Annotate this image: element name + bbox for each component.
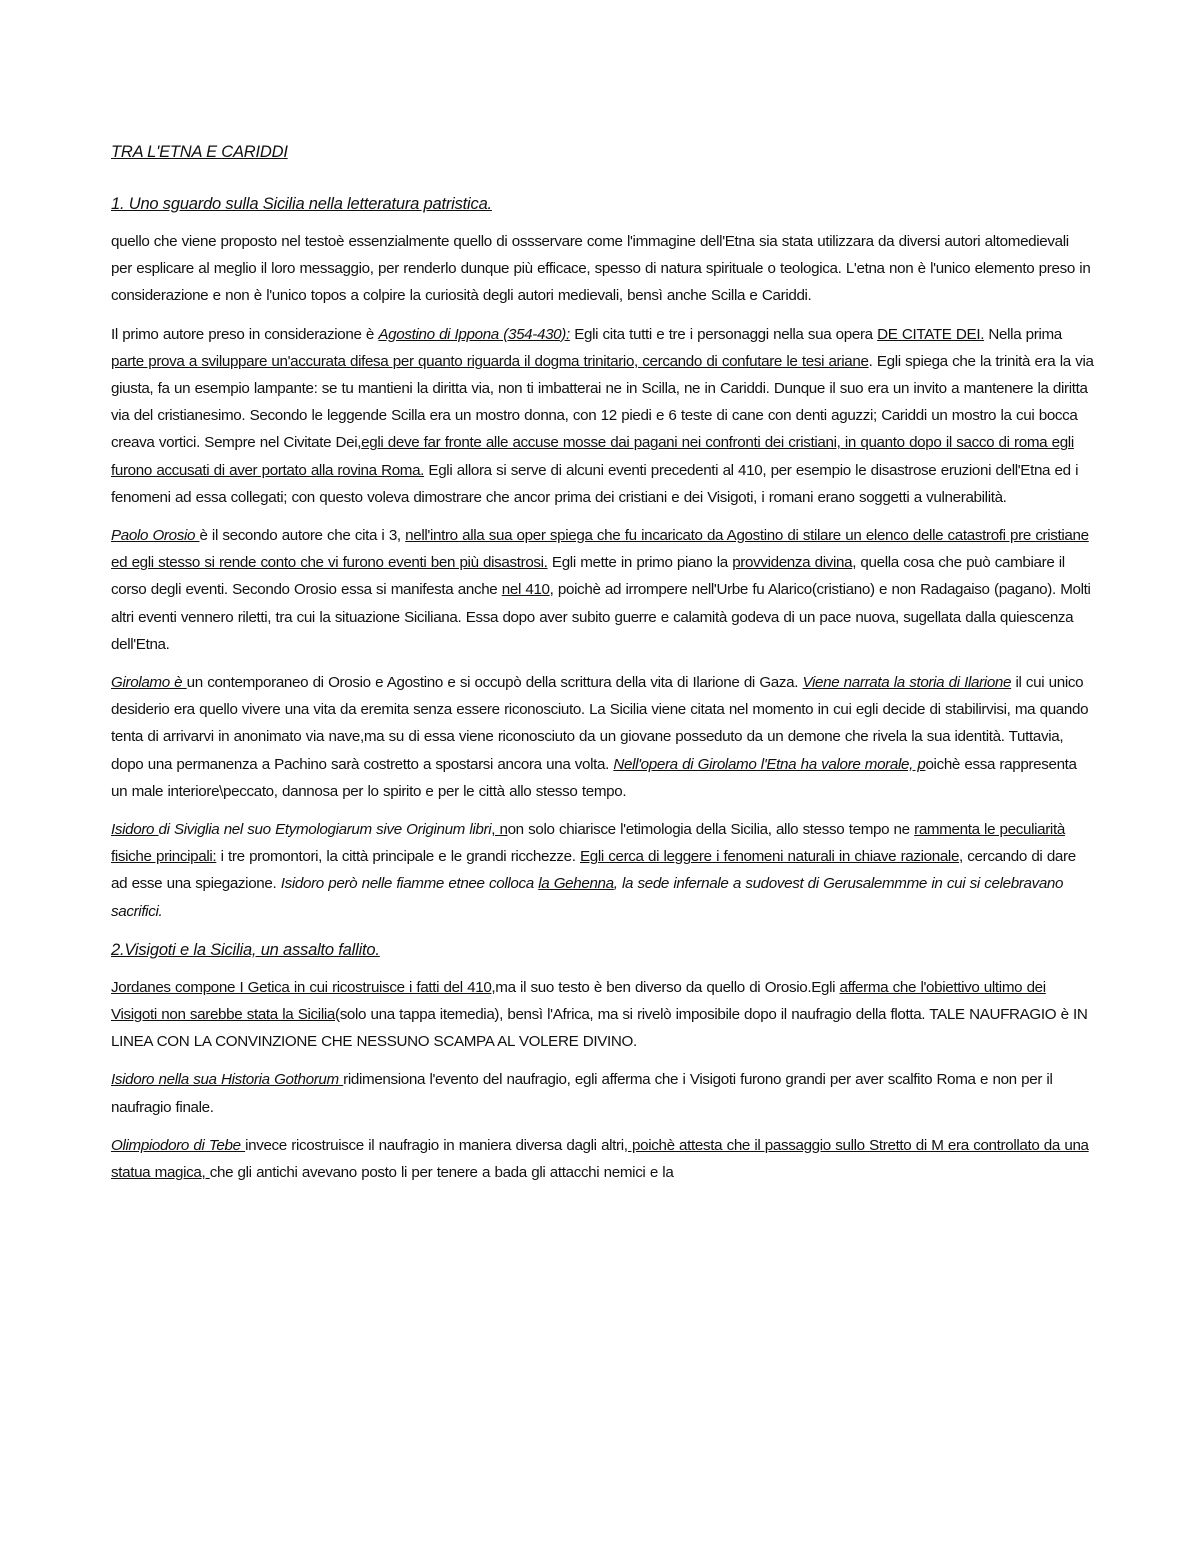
italic-text: Isidoro però nelle fiamme etnee colloca xyxy=(280,875,539,893)
text-run: ridimensiona l'evento del naufragio, egli afferma che i Visigoti furono grandi per aver scalfito Roma e non per il naufragio finale. xyxy=(111,1071,1053,1116)
underlined-text: afferma che l'obiettivo ultimo dei Visigoti non sarebbe stata la Sicilia xyxy=(111,978,1046,1024)
text-run: Egli cita tutti e tre i personaggi nella sua opera xyxy=(569,325,878,343)
text-run: (solo una tappa itemedia), bensì l'Africa, ma si rivelò imposibile dopo il naufragio della flotta. TALE NAUFRAGIO è IN LINEA CON LA CONVINZIONE CHE NESSUNO SCAMPA AL VOLERE DIVINO. xyxy=(111,1006,1088,1051)
work-title-de-civitate-dei: DE CITATE DEI. xyxy=(877,325,985,343)
text-run: , poichè ad irrompere nell'Urbe fu Alarico(cristiano) e non Radagaiso (pagano). Molti altri eventi vennero riletti, tra cui la situazione Siciliana. Essa dopo aver subito guerre e calamità godeva di un pace nuova, sugellata dalla quiescenza dell'Etna. xyxy=(111,581,1091,653)
author-agostino: Agostino di Ippona (354-430): xyxy=(378,325,570,343)
paragraph-olimpiodoro xyxy=(111,1132,1094,1186)
italic-text: di Siviglia nel suo Etymologiarum sive Originum libri xyxy=(158,821,492,839)
author-girolamo: Girolamo è xyxy=(111,674,187,692)
underlined-text: parte prova a sviluppare un'accurata difesa per quanto riguarda il dogma trinitario, cercando di confutare le tesi ariane xyxy=(111,352,869,370)
text-run: Egli mette in primo piano la xyxy=(547,554,733,572)
text-run: oichè essa rappresenta un male interiore\peccato, dannosa per lo spirito e per le città allo stesso tempo. xyxy=(111,755,1077,800)
italic-underlined-text: la Gehenna xyxy=(538,875,614,893)
paragraph-intro: quello che viene proposto nel testoè essenzialmente quello di ossservare come l'immagine dell'Etna sia stata utilizzara da diversi autori altomedievali per esplicare al meglio il loro messaggio, per renderlo dunque più efficace, spesso di natura spirituale o teologica. L'etna non è l'unico elemento preso in considerazione e non è l'unico topos a colpire la curiosità degli autori medievali, bensì anche Scilla e Cariddi. xyxy=(111,233,1091,305)
section-2-heading: 2.Visigoti e la Sicilia, un assalto fallito. xyxy=(111,940,380,959)
italic-underlined-text: Viene narrata la storia di Ilarione xyxy=(802,674,1012,692)
underlined-text: provvidenza divina xyxy=(732,554,853,572)
text-run: . Egli spiega che la trinità era la via giusta, fa un esempio lampante: se tu mantieni la diritta via, non ti imbatterai ne in Scilla, ne in Cariddi. Dunque il suo era un invito a mantenere la diritta via del cristianesimo. Secondo le leggende Scilla era un mostro donna, con 12 piedi e 6 teste di cane con denti aguzzi; Cariddi un mostro la cui bocca creava vortici. Sempre nel Civitate Dei, xyxy=(111,352,1094,452)
paragraph-girolamo xyxy=(111,669,1094,805)
underlined-text: nell'intro alla sua oper spiega che fu incaricato da Agostino di stilare un elenco delle catastrofi pre cristiane ed egli stesso si rende conto che vi furono eventi ben più disastrosi. xyxy=(111,527,1089,572)
underlined-text: , poichè attesta che il passaggio sullo Stretto di M era controllato da una statua magica, xyxy=(111,1136,1089,1182)
paragraph-jordanes xyxy=(111,974,1094,1056)
author-isidoro: Isidoro xyxy=(111,821,159,839)
text-run: il cui unico desiderio era quello vivere una vita da eremita senza essere riconosciuto. La Sicilia viene citata nel momento in cui egli decide di stabilirvisi, ma quando tenta di arrivarvi in anonimato via nave,ma su di essa viene riconosciuto da un giovane posseduto da un demone che rivela la sua identità. Tuttavia, dopo una permanenza a Pachino sarà costretto a spostarsi ancora una volta. xyxy=(111,674,1089,773)
italic-underlined-text: Nell'opera di Girolamo l'Etna ha valore morale, p xyxy=(613,755,926,773)
underlined-text: , n xyxy=(491,821,508,839)
section-1-heading: 1. Uno sguardo sulla Sicilia nella letteratura patristica. xyxy=(111,195,492,213)
document-title: TRA L'ETNA E CARIDDI xyxy=(111,143,288,161)
underlined-text: nel 410 xyxy=(501,581,550,599)
paragraph-agostino xyxy=(111,321,1094,511)
paragraph-isidoro-siviglia xyxy=(111,816,1094,925)
italic-text: , la sede infernale a sudovest di Gerusalemmme in cui si celebravano sacrifici. xyxy=(111,875,1064,920)
underlined-text: egli deve far fronte alle accuse mosse dai pagani nei confronti dei cristiani, in quanto dopo il sacco di roma egli furono accusati di aver portato alla rovina Roma. xyxy=(111,434,1074,479)
underlined-text: Egli cerca di leggere i fenomeni naturali in chiave razionale, xyxy=(579,848,963,866)
paragraph-isidoro-historia xyxy=(111,1066,1094,1120)
text-run: Nella prima xyxy=(984,325,1062,343)
text-run: , quella cosa che può cambiare il corso degli eventi. Secondo Orosio essa si manifesta anche xyxy=(111,554,1065,599)
paragraph-orosio xyxy=(111,522,1094,658)
text-run: i tre promontori, la città principale e le grandi ricchezze. xyxy=(216,848,580,866)
text-run: on solo chiarisce l'etimologia della Sicilia, allo stesso tempo ne xyxy=(507,821,915,839)
italic-underlined-text: Isidoro nella sua Historia Gothorum xyxy=(111,1071,344,1089)
text-run: un contemporaneo di Orosio e Agostino e si occupò della scrittura della vita di Ilarione di Gaza. xyxy=(186,674,803,692)
text-run: è il secondo autore che cita i 3, xyxy=(199,527,406,545)
text-run: Egli allora si serve di alcuni eventi precedenti al 410, per esempio le disastrose eruzioni dell'Etna ed i fenomeni ad essa collegati; con questo voleva dimostrare che ancor prima dei cristiani e dei Visigoti, i romani erano soggetti a vulnerabilità. xyxy=(111,461,1079,506)
underlined-text: rammenta le peculiarità fisiche principali: xyxy=(111,821,1065,866)
text-run: Il primo autore preso in considerazione è xyxy=(111,325,379,343)
text-run: che gli antichi avevano posto li per tenere a bada gli attacchi nemici e la xyxy=(209,1164,674,1182)
underlined-text: Jordanes compone I Getica in cui ricostruisce i fatti del 410 xyxy=(111,978,492,996)
author-orosio: Paolo Orosio xyxy=(111,527,200,545)
text-run: cercando di dare ad esse una spiegazione. xyxy=(111,848,1076,893)
text-run: ,ma il suo testo è ben diverso da quello di Orosio.Egli xyxy=(491,978,840,996)
author-olimpiodoro: Olimpiodoro di Tebe xyxy=(111,1136,246,1154)
text-run: invece ricostruisce il naufragio in maniera diversa dagli altri xyxy=(245,1136,624,1154)
